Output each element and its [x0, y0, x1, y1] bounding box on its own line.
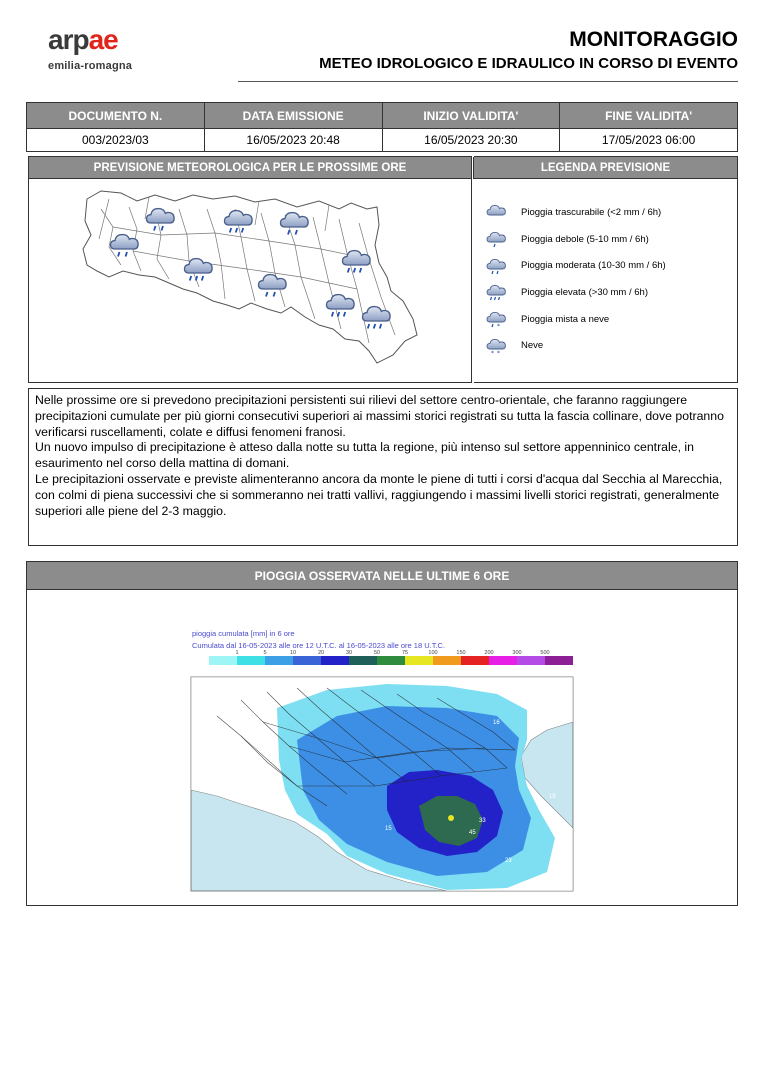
scale-tick-label: 1: [235, 650, 239, 656]
meta-issue-date: 16/05/2023 20:48: [204, 129, 382, 152]
description-paragraph-3: Le precipitazioni osservate e previste alimenteranno ancora da monte le piene di tutti i corsi d'acqua dal Secchia al Marecchia, con colmi di piena successivi che si sommeranno nei tratti vallivi, raggiungendo i massimi livelli storici registrati, generalmente superiori alle piene del 2-3 maggio.: [35, 471, 723, 518]
rain-peak-marker: [448, 815, 454, 821]
legend-label: Neve: [521, 340, 544, 352]
arpae-logo: [48, 26, 158, 78]
scale-tick-label: 200: [484, 650, 494, 656]
legend-label: Pioggia trascurabile (<2 mm / 6h): [521, 206, 662, 218]
legend-label: Pioggia mista a neve: [521, 313, 610, 325]
title-line-1: MONITORAGGIO: [569, 28, 738, 51]
scale-color-cell: [237, 656, 265, 665]
scale-color-cell: [265, 656, 293, 665]
station-label: 33: [479, 818, 486, 824]
svg-text:*: *: [497, 349, 500, 355]
meta-header-valid-to: FINE VALIDITA': [560, 103, 738, 129]
legend-panel: [474, 156, 738, 383]
title-divider: [238, 81, 738, 82]
meta-valid-to: 17/05/2023 06:00: [560, 129, 738, 152]
scale-color-cell: [433, 656, 461, 665]
meta-header-issue-date: DATA EMISSIONE: [204, 103, 382, 129]
rain-light-icon: [486, 230, 508, 248]
page-title: [319, 28, 738, 75]
scale-color-cell: [349, 656, 377, 665]
observed-rain-header: PIOGGIA OSSERVATA NELLE ULTIME 6 ORE: [27, 562, 737, 590]
station-label: 45: [469, 830, 476, 836]
forecast-panel: [28, 156, 472, 383]
station-label: 16: [493, 720, 500, 726]
meta-header-row: [27, 103, 738, 129]
scale-color-cell: [377, 656, 405, 665]
scale-color-cell: [517, 656, 545, 665]
scale-tick-label: 150: [456, 650, 466, 656]
station-label: 15: [385, 826, 392, 832]
logo-subtitle: emilia-romagna: [48, 60, 133, 72]
station-label: 19: [549, 794, 556, 800]
legend-item: [486, 306, 737, 333]
forecast-map: [29, 179, 471, 382]
legend-item: [486, 226, 737, 253]
scale-tick-label: 75: [401, 650, 409, 656]
cloud-icon: [486, 203, 508, 221]
scale-tick-label: 100: [428, 650, 438, 656]
rain-scale-bar: [209, 656, 573, 665]
scale-color-cell: [489, 656, 517, 665]
logo-word-red: ae: [88, 24, 118, 55]
meta-header-document: DOCUMENTO N.: [27, 103, 205, 129]
station-label: 23: [505, 858, 512, 864]
legend-label: Pioggia elevata (>30 mm / 6h): [521, 286, 648, 298]
legend-item: [486, 332, 737, 359]
observed-rain-map: [27, 590, 737, 905]
legend-label: Pioggia moderata (10-30 mm / 6h): [521, 260, 666, 272]
meta-header-valid-from: INIZIO VALIDITA': [382, 103, 560, 129]
logo-wordmark: [48, 26, 158, 54]
legend-item: [486, 199, 737, 226]
document-meta-table: [26, 102, 738, 152]
map-title: pioggia cumulata [mm] in 6 ore: [192, 629, 295, 638]
rain-moderate-icon: [486, 257, 508, 275]
scale-tick-label: 5: [263, 650, 267, 656]
logo-word-dark: arp: [48, 24, 89, 55]
forecast-header: PREVISIONE METEOROLOGICA PER LE PROSSIME ORE: [29, 157, 471, 179]
description-paragraph-2: Un nuovo impulso di precipitazione è atteso dalla notte su tutta la regione, più intenso sul settore appenninico centrale, in esaurimento nel corso della mattina di domani.: [35, 440, 694, 471]
svg-text:*: *: [491, 349, 494, 355]
observed-rain-panel: [26, 561, 738, 906]
rain-heavy-icon: [486, 283, 508, 301]
scale-color-cell: [293, 656, 321, 665]
svg-text:*: *: [497, 323, 500, 329]
rain-scale-ticks: [235, 650, 549, 656]
legend-header: LEGENDA PREVISIONE: [473, 157, 737, 179]
map-subtitle: Cumulata dal 16-05-2023 alle ore 12 U.T.C. al 16-05-2023 alle ore 18 U.T.C.: [192, 641, 446, 650]
legend-item: [486, 279, 737, 306]
meta-document-number: 003/2023/03: [27, 129, 205, 152]
scale-color-cell: [321, 656, 349, 665]
scale-tick-label: 500: [540, 650, 550, 656]
title-line-2: METEO IDROLOGICO E IDRAULICO IN CORSO DI EVENTO: [319, 55, 738, 72]
legend-label: Pioggia debole (5-10 mm / 6h): [521, 233, 649, 245]
scale-tick-label: 20: [317, 650, 325, 656]
forecast-description: [28, 388, 738, 546]
legend-item: [486, 252, 737, 279]
scale-tick-label: 30: [345, 650, 353, 656]
scale-color-cell: [405, 656, 433, 665]
snow-icon: [486, 337, 508, 355]
scale-tick-label: 10: [289, 650, 297, 656]
scale-color-cell: [545, 656, 573, 665]
scale-tick-label: 50: [373, 650, 381, 656]
scale-tick-label: 300: [512, 650, 522, 656]
description-paragraph-1: Nelle prossime ore si prevedono precipitazioni persistenti sui rilievi del settore centro-orientale, che faranno raggiungere precipitazioni cumulate per più giorni consecutivi superiori ai massimi storici registrati su tutta la fascia collinare, dove potranno verificarsi ruscellamenti, colate e diffusi fenomeni franosi.: [35, 393, 724, 439]
scale-color-cell: [209, 656, 237, 665]
legend-list: [474, 179, 737, 359]
sleet-icon: [486, 310, 508, 328]
scale-color-cell: [461, 656, 489, 665]
meta-value-row: [27, 129, 738, 152]
meta-valid-from: 16/05/2023 20:30: [382, 129, 560, 152]
